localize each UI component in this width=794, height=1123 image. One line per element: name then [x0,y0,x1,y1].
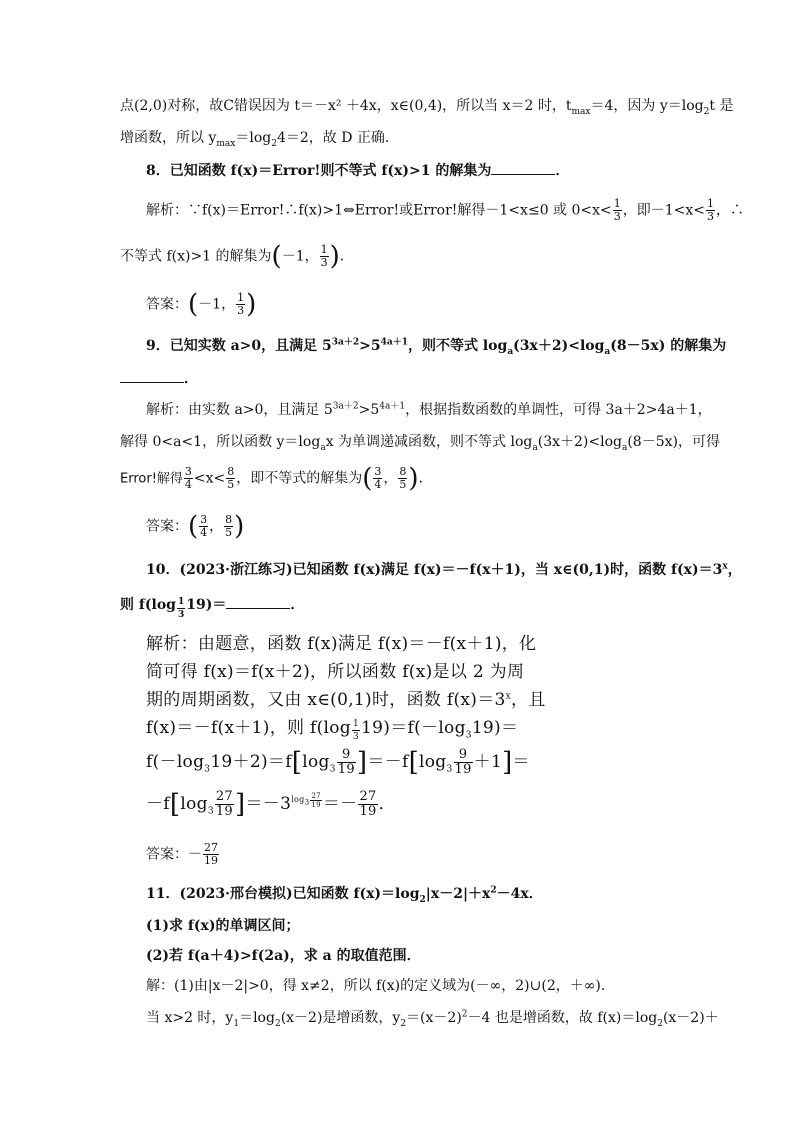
text-span: －1， [281,248,319,265]
subscript: max [216,138,236,149]
solution-8-line-1 [146,198,744,223]
subscript: 2 [271,138,277,149]
fraction: $\frac{27}{19}$ [204,841,218,867]
question-text: 8．已知函数 f(x)＝Error!则不等式 f(x)>1 的解集为 [146,163,492,179]
answer-blank [226,594,290,609]
fraction: $\frac{1}{3}$ [237,291,245,317]
question-8 [146,160,569,181]
text-span: 解析：∵f(x)＝Error!∴f(x)>1⇔Error!或Error!解得－1<x≤0 或 0<x< [146,202,612,219]
text-line [120,128,399,148]
question-10: 10．(2023·浙江练习)已知函数 f(x)满足 f(x)＝－f(x＋1)，当 x∈(0,1)时，函数 $f(x)=3^x$， [146,561,742,578]
solution-10-line-6: $-f[\log_3$ $\frac{27}{19}$ ]$=-3^{log_3 \frac{27}{19}}$ ＝－ $\frac{27}{19}$ ． [146,789,396,820]
text-span: ＝log [235,130,272,146]
subscript: 2 [703,106,710,117]
text-span: ，∴ [716,202,745,219]
answer-label: 答案：－ [146,846,202,863]
text-span: 4＝2，故 D 正确． [276,130,399,146]
text-span: t 是 [709,98,734,114]
solution-11-line-2: 当 x>2 时，$y_1=\log_2(x-2)$是增函数，$y_2=(x-2)^2-4$ 也是增函数，故 $f(x)=\log_2(x-2)+$ [146,1009,719,1029]
question-9-line-2: ． [120,368,198,389]
solution-10-line-3: 期的周期函数，又由 x∈(0,1)时，函数 $f(x)=3^x$，且 [146,690,546,710]
answer-10 [146,842,220,867]
subscript: max [571,106,591,117]
text-span: －1， [198,296,236,313]
solution-8-line-2 [120,241,354,272]
question-11-part-1: (1)求 f(x)的单调区间； [146,918,300,934]
answer-blank [491,160,555,175]
text-span: ． [555,163,570,179]
answer-label: 答案： [146,296,188,313]
text-line [120,96,733,116]
text-span: ，即－1<x< [622,202,706,219]
fraction: $\frac{1}{3}$ [177,597,185,620]
fraction: $\frac{1}{3}$ [613,197,621,223]
solution-9-line-2: 解得 0<a<1，所以函数 $y=\log_ax$ 为单调递减函数，则不等式 $\log_a(3x+2)<\log_a(8-5x)$，可得 [120,434,720,453]
question-text: 10．(2023·浙江练习)已知函数 f(x)满足 f(x)＝－f(x＋1)，当 x∈(0,1)时，函数 f(x)＝3 [146,562,723,578]
question-text: 9．已知实数 a>0，且满足 5 [146,338,332,354]
right-paren: ) [329,241,340,272]
text-span: ＝4，因为 y＝log [590,98,704,114]
solution-9-line-3: Error!解得 $\frac{3}{4}$ <x< $\frac{8}{5}$ ，即不等式的解集为( $\frac{3}{4}$ ， $\frac{8}{5}$ )． [120,463,433,494]
solution-10-line-2: 简可得 f(x)＝f(x＋2)，所以函数 f(x)是以 2 为周 [146,662,525,682]
answer-8: 答案：(－1， $\frac{1}{3}$ ) [146,289,257,320]
fraction: $\frac{3}{4}$ [374,465,382,491]
question-11-part-2: (2)若 f(a＋4)>f(2a)，求 a 的取值范围． [146,948,421,964]
text-span: 不等式 f(x)>1 的解集为 [120,248,272,265]
fraction: $\frac{1}{3}$ [320,243,328,269]
fraction: $\frac{8}{5}$ [399,465,407,491]
solution-9-line-1: 解析：由实数 a>0，且满足 $5^{3a+2}>5^{4a+1}$，根据指数函数的单调性，可得 3a＋2>4a＋1， [146,401,712,418]
fraction: $\frac{8}{5}$ [225,513,233,539]
question-10-line-2: 则 f(log $\frac{1}{3}$ 19)＝ ． [120,594,304,621]
text-span: 解析：由实数 a>0，且满足 5 [146,402,333,418]
answer-label: 答案： [146,518,188,535]
fraction: $\frac{3}{4}$ [184,465,192,491]
solution-10-line-5: $f(-\log_319+2)=f[\log_3$ $\frac{9}{19}$ ]$=-f[\log_3$ $\frac{9}{19}$ ＋1]＝ [146,747,530,778]
solution-10-line-1: 解析：由题意，函数 f(x)满足 f(x)＝－f(x＋1)，化 [146,634,537,654]
text-span: 增函数，所以 y [120,130,217,146]
text-span: 点(2,0)对称，故C错误因为 t＝－x² ＋4x，x∈(0,4)，所以当 x＝2 时，t [120,98,572,114]
question-9: 9．已知实数 a>0，且满足 $5^{3a+2}>5^{4a+1}$，则不等式 $\log_a(3x+2)<\log_a(8-5x)$ 的解集为 [146,337,727,357]
left-paren: ( [271,241,282,272]
text-span: ． [339,248,354,265]
text-span: 解得 0<a<1，所以函数 y＝log [120,434,321,450]
solution-10-line-4: f(x)＝－f(x＋1)，则 f(log $\frac{1}{3}$ $19)=f(-\log_319)=$ [146,718,519,742]
answer-blank [120,368,184,383]
fraction: $\frac{8}{5}$ [227,465,235,491]
answer-9: 答案：( $\frac{3}{4}$ ， $\frac{8}{5}$ ) [146,511,245,542]
fraction: $\frac{1}{3}$ [707,197,715,223]
solution-11-line-1: 解：(1)由|x－2|>0，得 x≠2，所以 f(x)的定义域为(－∞，2)∪(2，＋∞)． [146,978,615,994]
fraction: $\frac{3}{4}$ [200,513,208,539]
question-11: 11．(2023·邢台模拟)已知函数 $f(x)=\log_2|x-2|+x^2-4x$． [146,885,543,905]
